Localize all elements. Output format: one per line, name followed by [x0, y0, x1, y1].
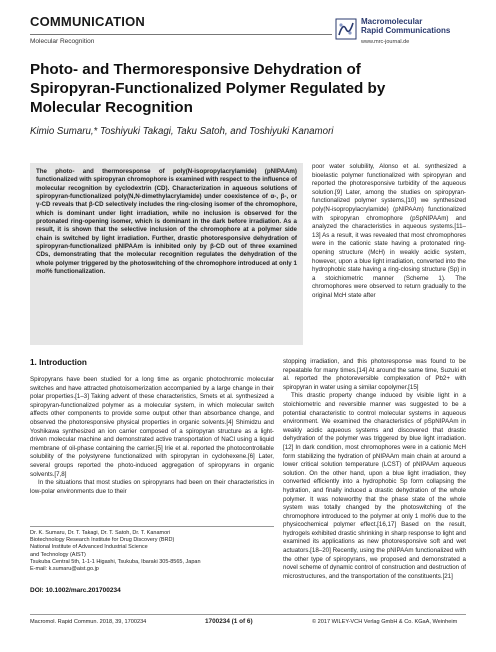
affiliation-line: and Technology (AIST) — [30, 551, 86, 558]
page-header — [30, 14, 466, 54]
section-label: Molecular Recognition — [30, 38, 95, 45]
paragraph: stopping irradiation, and this photoresponse was found to be repeatable for many times.[14] At around the same time, Suzuki et al. reported the photoreversible complexation of Pb2+ with spiropyran in water using a similar copolymer.[15] — [283, 358, 466, 391]
email-link[interactable]: E-mail: k.sumaru@aist.go.jp — [30, 566, 99, 573]
right-column-top — [312, 163, 466, 301]
journal-name-line1: Macromolecular — [361, 17, 423, 26]
affiliation-line: Dr. K. Sumaru, Dr. T. Takagi, Dr. T. Satoh, Dr. T. Kanamori — [30, 530, 171, 536]
mrc-logo-icon — [335, 18, 357, 40]
page-number: 1700234 (1 of 6) — [205, 618, 253, 625]
abstract-box — [30, 163, 303, 345]
affiliation-divider — [30, 526, 274, 527]
article-title: Photo- and Thermoresponsive Dehydration of Spiropyran-Functionalized Polymer Regulated by Molecular Recognition — [30, 61, 386, 116]
citation-footer: Macromol. Rapid Commun. 2018, 39, 1700234 — [30, 619, 147, 625]
journal-url[interactable]: www.mrc-journal.de — [361, 39, 410, 45]
paragraph: Spiropyrans have been studied for a long time as organic photochromic molecular switches and have attracted photoisomerization accompanied by a large change in their polar properties.[1–3] Taking advent of these characteristics, Smets et al. synthesized a spiropyran-functionalized polymer as a molecular system, in which molecular switch affects other components to provide some output other than absorbance change, and observed the photoresponsive physical properties in organic solvents.[4] Shimidzu and Yoshikawa synthesized an ion carrier composed of a spiropyran structure as a light-driven molecular machine and demonstrated active transportation of NaCl using a liquid membrane of oil-phase containing the carrier.[5] Irie et al. reported the photocontrollable solubility of the polystyrene functionalized with spiropyran in cyclohexene.[6] Later, several groups reported the photo-induced aggregation of spiropyrans in organic solvents.[7,8] — [30, 376, 274, 478]
paragraph: In the situations that most studies on spiropyrans had been on their characteristics in low-polar environments due to their — [30, 479, 274, 495]
author-list: Kimio Sumaru,* Toshiyuki Takagi, Taku Satoh, and Toshiyuki Kanamori — [30, 126, 334, 137]
copyright: © 2017 WILEY-VCH Verlag GmbH & Co. KGaA, Weinheim — [312, 619, 458, 625]
article-type: COMMUNICATION — [30, 14, 146, 29]
affiliation-block — [30, 530, 274, 573]
left-column-body — [30, 376, 274, 496]
affiliation-line: Tsukuba Central 5th, 1-1-1 Higashi, Tsukuba, Ibaraki 305-8565, Japan — [30, 558, 201, 565]
header-divider — [30, 34, 332, 35]
section-heading: 1. Introduction — [30, 358, 87, 367]
doi-link[interactable]: DOI: 10.1002/marc.201700234 — [30, 587, 121, 594]
affiliation-line: Biotechnology Research Institute for Drug Discovery (BRD) — [30, 537, 175, 544]
affiliation-line: National Institute of Advanced Industrial Science — [30, 544, 148, 551]
abstract-text: The photo- and thermoresponse of poly(N-isopropylacrylamide) (pNIPAAm) functionalized with spiropyran chromophore is examined with respect to the influence of molecular recognition by cyclodextrin (CD). Characterization in aqueous solutions of spiropyran-functionalized poly(N,N-dimethylacrylamide) under coexistence of α-, β-, or γ-CD reveals that β-CD selectively includes the ring-closing isomer of the chromophore, which is dominant under light irradiation, while no inclusion is observed for the protonated ring-opening isomer, which is dominant in the dark before irradiation. As a result, it is shown that the selective inclusion of the chromophore at a polymer side chain is switched by light irradiation. Further, drastic photoresponsive dehydration of spiropyran-functionalized pNIPAAm is inhibited only by β-CD out of three examined CDs, demonstrating that the molecular recognition regulates the dehydration of the whole polymer triggered by the photoswitching of the chromophore introduced at only 1 mol% functionalization. — [36, 168, 297, 276]
journal-name-line2: Rapid Communications — [361, 26, 451, 35]
paragraph: poor water solubility, Alonso et al. synthesized a bioelastic polymer functionalized with spiropyran and reported the photoresponsive turbidity of the aqueous solution.[9] Later, among the studies on spiropyran-functionalized polymer systems,[10] we synthesized poly(N-isopropylacrylamide) (pNIPAAm) functionalized with spiropyran chromophore (pSpNIPAAm) and analyzed the characteristics in aqueous systems.[11–13] As a result, it was revealed that most chromophores were in the cationic state having a protonated ring-opening structure (McH) in weakly acidic system, however, upon a blue light irradiation, converted into the hydrophobic state having a ring-closing structure (Sp) in a stoichiometric manner (Scheme 1). The chromophores were observed to return gradually to the original McH state after — [312, 163, 466, 299]
footer-divider — [30, 614, 466, 615]
right-column-body — [283, 358, 466, 581]
paragraph: This drastic property change induced by visible light in a stoichiometric and reversible manner was suggested to be a potential characteristic to control molecular systems in aqueous environment. We examined the characteristics of pSpNIPAAm in weakly acidic aqueous systems and discovered that drastic dehydration of the polymer was triggered by blue light irradiation.[12] In dark condition, most chromophores were in a cationic McH form stabilizing the hydration of pNIPAAm main chain at around a lower critical solution temperature (LCST) of pNIPAAm aqueous solution. On the other hand, upon a blue light irradiation, they converted efficiently into a hydrophobic Sp form collapsing the hydration, and finally induced a drastic dehydration of the whole polymer. It was noteworthy that the phase state of the whole system was totally changed by the photoswitching of the chromophore introduced to the polymer at only 1 mol% due to the physicochemical polymer effect.[16,17] Based on the result, hydrogels exhibited drastic shrinking in sharp response to light and examined its applications as new photoresponsive soft and wet actuators.[18–20] Recently, using the pNIPAAm functionalized with the other type of spiropyrans, we proposed and demonstrated a novel scheme of dynamic control of construction and destruction of microstructures, and the transportation of the constituents.[21] — [283, 392, 466, 580]
